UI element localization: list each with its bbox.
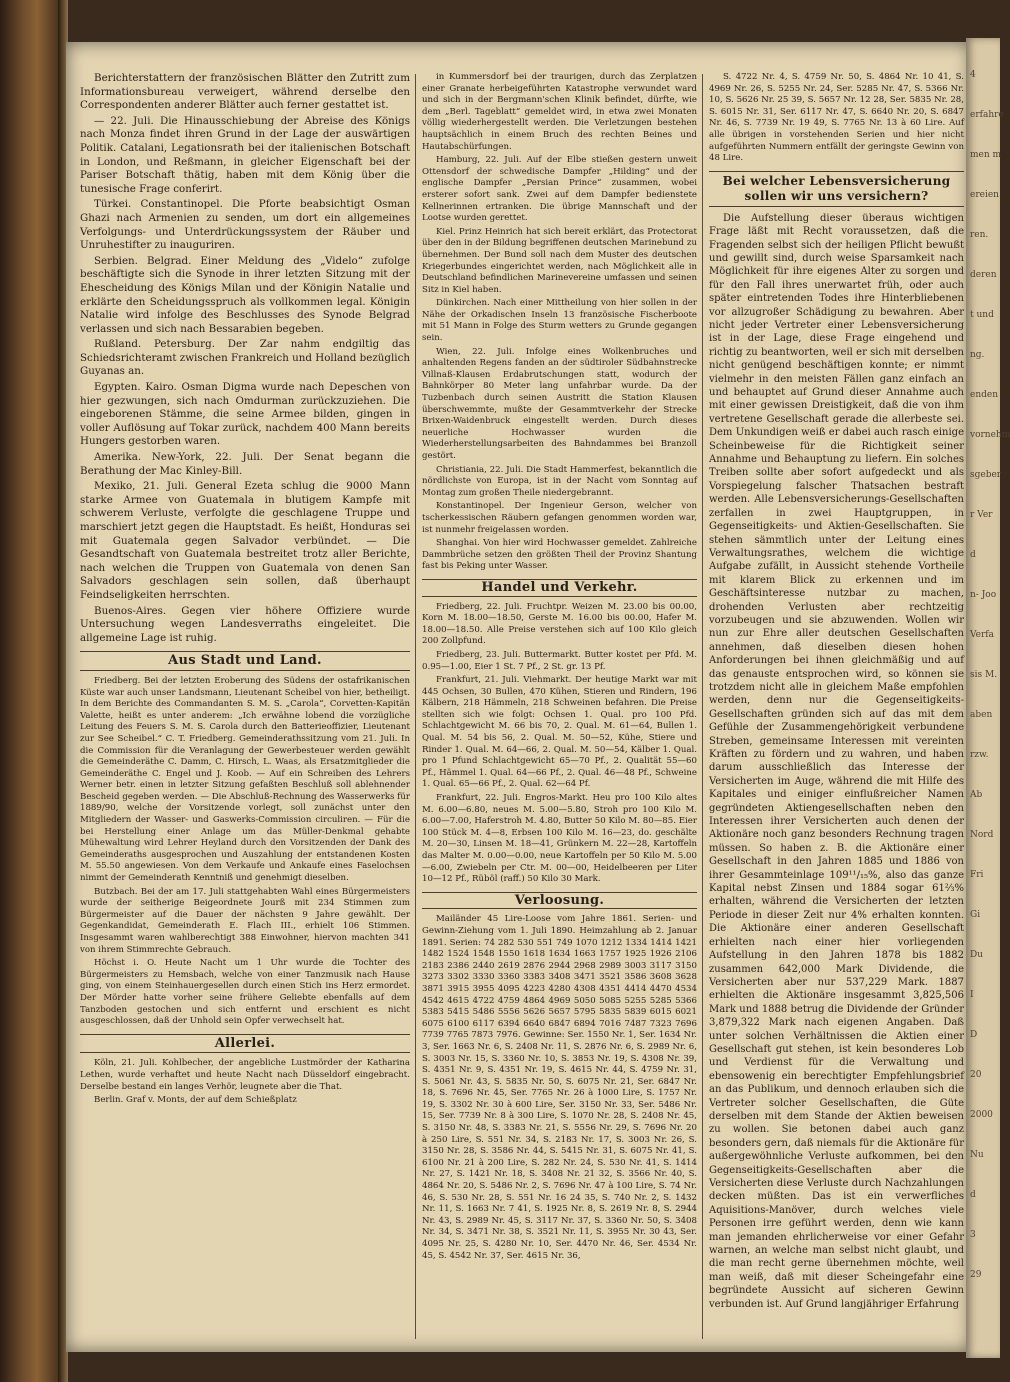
- adjacent-page-fragment: erfahre: [970, 110, 1004, 120]
- adjacent-page-fragment: ren.: [970, 230, 989, 240]
- article-paragraph: Friedberg, 23. Juli. Buttermarkt. Butter kostet per Pfd. M. 0.95—1.00, Eier 1 St. 7 Pf., 2 St. gr. 13 Pf.: [422, 649, 697, 672]
- column-rule-2: [702, 74, 703, 1339]
- adjacent-page-fragment: ereien: [970, 190, 999, 200]
- adjacent-page-fragment: Verfa: [970, 630, 994, 640]
- adjacent-page-fragment: 2000: [970, 1110, 993, 1120]
- adjacent-page-fragment: D: [970, 1030, 978, 1040]
- column-3: [709, 72, 964, 1342]
- adjacent-page-fragment: Nu: [970, 1150, 984, 1160]
- section-heading-handel: Handel und Verkehr.: [422, 579, 697, 597]
- article-paragraph: Amerika. New-York, 22. Juli. Der Senat begann die Berathung der Mac Kinley-Bill.: [80, 451, 410, 477]
- section-heading-versicherung: Bei welcher Lebensversicherung sollen wir uns versichern?: [709, 171, 964, 207]
- article-paragraph: Berlin. Graf v. Monts, der auf dem Schießplatz: [94, 1095, 297, 1106]
- section-heading-allerlei: Allerlei.: [80, 1034, 410, 1054]
- article-paragraph: Buenos-Aires. Gegen vier höhere Offiziere wurde Untersuchung wegen Landesverraths eingeleitet. Die allgemeine Lage ist ruhig.: [80, 604, 410, 644]
- article-paragraph: Dünkirchen. Nach einer Mittheilung von hier sollen in der Nähe der Orkadischen Inseln 13 französische Fischerboote mit 51 Mann in Folge des Sturm wetters zu Grunde gegangen sein.: [422, 298, 697, 344]
- article-paragraph: Köln, 21. Juli. Kohlbecher, der angebliche Lustmörder der Katharina Lethen, wurde verhaftet und heute Nacht nach Düsseldorf eingebracht. Derselbe bestand ein langes Verhör, leugnete aber die That.: [80, 1058, 410, 1092]
- column-1: [80, 72, 410, 1342]
- article-paragraph: Hamburg, 22. Juli. Auf der Elbe stießen gestern unweit Ottensdorf der schwedische Dampfer „Hilding“ und der englische Dampfer „Persian Prince“ zusammen, wobei ersterer sofort sank. Zwei auf dem Dampfer bedienstete Kellnerinnen ertranken. Die übrige Mannschaft und der Lootse wurden gerettet.: [422, 155, 697, 224]
- adjacent-page-fragment: d: [970, 1190, 976, 1200]
- adjacent-page-fragment: rzw.: [970, 750, 989, 760]
- adjacent-page-fragment: enden: [970, 390, 999, 400]
- adjacent-page-fragment: I: [970, 990, 974, 1000]
- article-paragraph: S. 4722 Nr. 4, S. 4759 Nr. 50, S. 4864 Nr. 10 41, S. 4969 Nr. 26, S. 5255 Nr. 24, Ser. 5285 Nr. 47, S. 5366 Nr. 10, S. 5626 Nr. 25 39, S. 5657 Nr. 12 28, Ser. 5835 Nr. 28, S. 6015 Nr. 31, Ser. 6117 Nr. 47, S. 6640 Nr. 20, S. 6847 Nr. 46, S. 7739 Nr. 19 49, S. 7765 Nr. 13 à 60 Lire. Auf alle übrigen in vorstehenden Serien und hier nicht aufgeführten Nummern entfällt der geringste Gewinn von 48 Lire.: [709, 72, 964, 164]
- adjacent-page-fragment: 3: [970, 1230, 976, 1240]
- article-paragraph: Berichterstattern der französischen Blätter den Zutritt zum Informationsbureau verweigert, während derselbe den Correspondenten anderer Blätter auch ferner gestattet ist.: [80, 72, 410, 112]
- allerlei-section: [80, 1058, 410, 1106]
- book-spine: [0, 0, 62, 1382]
- adjacent-page-fragment: Ab: [970, 790, 983, 800]
- article-paragraph: Türkei. Constantinopel. Die Pforte beabsichtigt Osman Ghazi nach Armenien zu senden, um dort ein allgemeines Verfolgungs- und Unterdrückungssystem der Räuber und Unruhestifter zu inauguriren.: [80, 198, 410, 252]
- politics-section: [80, 72, 410, 645]
- article-paragraph: Rußland. Petersburg. Der Zar nahm endgiltig das Schiedsrichteramt zwischen Frankreich und Holland bezüglich Guyanas an.: [80, 338, 410, 378]
- article-paragraph: Christiania, 22. Juli. Die Stadt Hammerfest, bekanntlich die nördlichste von Europa, ist in der Nacht vom Sonntag auf Montag zum großen Theile niedergebrannt.: [422, 464, 697, 498]
- article-paragraph: Serbien. Belgrad. Einer Meldung des „Videlo“ zufolge beschäftigte sich die Synode in ihrer letzten Sitzung mit der Ehescheidung des Königs Milan und der Königin Natalie und erklärte den Scheidungsspruch als vollkommen legal. Königin Natalie wird infolge des Beschlusses des Synode Belgrad verlassen und sich nach Bessarabien begeben.: [80, 254, 410, 335]
- adjacent-page-fragment: 20: [970, 1070, 982, 1080]
- article-paragraph: Kiel. Prinz Heinrich hat sich bereit erklärt, das Protectorat über den in der Bildung begriffenen deutschen Marinebund zu übernehmen. Der Bund soll nach dem Muster des deutschen Kriegerbundes eingerichtet werden, nach Möglichkeit alle in Deutschland befindlichen Marinevereine umfassen und seinen Sitz in Kiel haben.: [422, 226, 697, 295]
- article-paragraph: Konstantinopel. Der Ingenieur Gerson, welcher von tscherkessischen Räubern gefangen genommen worden war, ist nunmehr freigelassen worden.: [422, 501, 697, 535]
- news-section: [422, 72, 697, 573]
- article-paragraph: Shanghai. Von hier wird Hochwasser gemeldet. Zahlreiche Dammbrüche setzen den größten Theil der Provinz Shantung fast bis Peking unter Wasser.: [422, 538, 697, 572]
- adjacent-page-fragment: r Ver: [970, 510, 993, 520]
- article-paragraph: Frankfurt, 22. Juli. Engros-Markt. Heu pro 100 Kilo altes M. 6.00—6.80, neues M. 5.00—5.80, Stroh pro 100 Kilo M. 6.00—7.00, Haferstroh M. 4.80, Butter 50 Kilo M. 80—85. Eier 100 Stück M. 4—8, Erbsen 100 Kilo M. 16—23, do. geschälte M. 20—30, Linsen M. 18—41, Grünkern M. 22—28, Kartoffeln das Malter M. 0.00—0.00, neue Kartoffeln per 50 Kilo M. 5.00—6.00, Zwiebeln per Ctr. M. 00—00, Heidelbeeren per Liter 10—12 Pf., Rüböl (raff.) 50 Kilo 30 Mark.: [422, 793, 697, 885]
- article-paragraph: Die Aufstellung dieser überaus wichtigen Frage läßt mit Recht voraussetzen, daß die Fragenden selbst sich der heiligen Pflicht bewußt und gewillt sind, durch weise Sparsamkeit nach Möglichkeit für ihre eigenes Alter zu sorgen und für den Fall ihres unerwartet früh, oder auch später eintretenden Todes ihre Hinterbliebenen vor allzugroßer Schädigung zu bewahren. Aber nicht jeder Vertreter einer Lebensversicherung ist in der Lage, diese Frage eingehend und richtig zu beantworten, weil er sich mit derselben nicht genügend beschäftigen konnte; er nimmt vielmehr in den meisten Fällen ganz einfach an und behauptet auf Grund dieser Annahme auch mit einer gewissen Dreistigkeit, daß die von ihm vertretene Gesellschaft gerade die allerbeste sei. Dem Unkundigen weiß er dabei auch rasch einige Scheinbeweise für die Richtigkeit seiner Annahme und Behauptung zu liefern. Ein solches Treiben sollte aber sofort aufgedeckt und als Vorspiegelung falscher Thatsachen bestraft werden. Alle Lebensversicherungs-Gesellschaften zerfallen in zwei Hauptgruppen, in Gegenseitigkeits- und Aktien-Gesellschaften. Sie stehen sämmtlich unter der Leitung eines Verwaltungsrathes, welchem die wichtige Aufgabe zufällt, in Aussicht stehende Vortheile mit klarem Blick zu erkennen und im Geschäftsinteresse nutzbar zu machen, drohenden Verlusten aber rechtzeitig vorzubeugen und sie abzuwenden. Wollen wir nun zur Ehre aller deutschen Gesellschaften annehmen, daß dieselben diesen hohen Anforderungen bei ihnen gleichmäßig und auf das genauste entsprochen wird, so können sie trotzdem nicht alle in gleichem Maße empfohlen werden, denn nur die Gegenseitigkeits-Gesellschaften gründen sich auf das mit dem Gefühle der Zusammengehörigkeit verbundene Streben, gemeinsame Interessen mit vereinten Kräften zu fördern und zu wahren, und haben darum ausschließlich das Interesse der Versicherten im Auge, während die mit Hilfe des Kapitales und einiger einflußreicher Namen gegründeten Aktiengesellschaften neben den Interessen ihrer Versicherten auch denen der Aktionäre noch ganz besonders Rechnung tragen müssen. So haben z. B. die Aktionäre einer Gesellschaft in den Jahren 1885 und 1886 von ihrer Gesammteinlage 109¹¹/₁₅%, also das ganze Kapital nebst Zinsen und 1884 sogar 61⅔% erhalten, während die Versicherten der letzten Periode in dieser Zeit nur 4% erhalten konnten. Die Aktionäre einer anderen Gesellschaft erhielten nach einer hier vorliegenden Aufstellung in den Jahren 1878 bis 1882 zusammen 642,000 Mark Dividende, die Versicherten aber nur 537,229 Mark. 1887 erhielten die Aktionäre insgesammt 3,825,506 Mark und 1888 betrug die Dividende der Gründer 3,879,322 Mark nach eigenen Angaben. Daß unter solchen Verhältnissen die Aktien einer Gesellschaft gut stehen, ist kein besonderes Lob und Verdienst für die Verwaltung und ebensowenig ein berechtigter Empfehlungsbrief an das Publikum, und dennoch erlauben sich die Vertreter solcher Gesellschaften, die Güte derselben mit dem Stande der Aktien beweisen zu wollen. Sie betonen dabei auch ganz besonders gern, daß niemals für die Aktionäre für außergewöhnliche Verluste aufkommen, bei den Gegenseitigkeits-Gesellschaften aber die Versicherten diese Verluste durch Nachzahlungen decken müßten. Das ist ein verwerfliches Aquisitions-Manöver, durch welches viele Personen irre geführt werden, denn wie kann man jemanden ehrlicherweise vor einer Gefahr warnen, an welche man selbst nicht glaubt, und die man recht gerne übernehmen möchte, weil man weiß, daß mit dieser Scheingefahr eine begründete Aussicht auf sicheren Gewinn verbunden ist. Auf Grund langjähriger Erfahrung: [709, 212, 964, 1310]
- adjacent-page-fragment: 29: [970, 1270, 982, 1280]
- verloosung-continued: [709, 72, 964, 165]
- article-paragraph: Höchst i. O. Heute Nacht um 1 Uhr wurde die Tochter des Bürgermeisters zu Hemsbach, welche von einer Tanzmusik nach Hause ging, von einem Steinhauergesellen durch einen Stich ins Herz ermordet. Der Mörder hatte vorher seine frühere Geliebte ebenfalls auf dem Tanzboden gestochen und sich entfernt und erschient es nicht ausgeschlossen, daß der Unhold sein Opfer verwechselt hat.: [80, 958, 410, 1027]
- article-paragraph: Friedberg. Bei der letzten Eroberung des Südens der ostafrikanischen Küste war auch unser Landsmann, Lieutenant Scheibel von hier, betheiligt. In dem Berichte des Commandanten S. M. S. „Carola“, Corvetten-Kapitän Valette, heißt es unter anderem: „Ich erwähne lobend die vorzügliche Leitung des Feuers S. M. S. Carola durch den Batterieoffizier, Lieutenant zur See Scheibel.“ C. T. Friedberg. Gemeinderathssitzung vom 21. Juli. In die Commission für die Veranlagung der Gewerbesteuer werden gewählt die Gemeinderäthe C. Damm, C. Hirsch, L. Waas, als Ersatzmitglieder die Gemeinderäthe C. Engel und J. Koob. — Auf ein Schreiben des Lehrers Werner betr. einen in letzter Sitzung gefaßten Beschluß soll ablehnender Bescheid gegeben werden. — Die Abschluß-Rechnung des Wasserwerks für 1889/90, welche der Vorsitzende vorlegt, soll zunächst unter den Mitgliedern der Wasser- und Gaswerks-Commission circuliren. — Für die bei Herstellung einer Anlage um das Müller-Denkmal gehabte Mühewaltung wird Lehrer Heyland durch den Vorsitzenden der Dank des Gemeinderaths ausgesprochen und Auszahlung der entstandenen Kosten M. 55.50 angewiesen. Von dem Verkaufe und Ankaufe eines Faselochsen nimmt der Gemeinderath Kenntniß und genehmigt dieselben.: [80, 675, 410, 884]
- adjacent-page-fragment: ng.: [970, 350, 985, 360]
- adjacent-page-edge: [966, 38, 1010, 1358]
- article-paragraph: in Kummersdorf bei der traurigen, durch das Zerplatzen einer Granate herbeigeführten Katastrophe verwundet ward und sich in der Bergmann'schen Klinik befindet, dürfte, wie dem „Berl. Tageblatt“ gemeldet wird, in etwa zwei Monaten völlig wiederhergestellt werden. Die Verletzungen bestehen hauptsächlich in einem Bruch des rechten Beines und Hautabschürfungen.: [422, 72, 697, 152]
- adjacent-page-fragment: sgeber: [970, 470, 1002, 480]
- newspaper-page: [66, 42, 971, 1352]
- column-rule-1: [415, 74, 416, 1339]
- handel-section: [422, 602, 697, 886]
- adjacent-page-fragment: t und: [970, 310, 994, 320]
- article-paragraph: Wien, 22. Juli. Infolge eines Wolkenbruches und anhaltenden Regens fanden an der südtiroler Südbahnstrecke Villnaß-Klausen Erdabrutschungen statt, wodurch der Bahnkörper 80 Meter lang unfahrbar wurde. Da der Tuzbenbach durch seinen Austritt die Station Klausen überschwemmte, mußte der Gesammtverkehr der Strecke Brixen-Waidenbruck eingestellt werden. Durch dieses neuerliche Hochwasser wurden die Wiederherstellungsarbeiten des Bahndammes bei Branzoll gestört.: [422, 346, 697, 461]
- adjacent-page-fragment: d: [970, 550, 976, 560]
- adjacent-page-fragment: Gi: [970, 910, 981, 920]
- adjacent-page-fragment: n- Joo: [970, 590, 997, 600]
- column-2: [422, 72, 697, 1342]
- article-paragraph: Egypten. Kairo. Osman Digma wurde nach Depeschen von hier gezwungen, sich nach Omdurman zurückzuziehen. Die eingeborenen Stämme, die seine Armee bilden, gingen in voller Auflösung auf Tokar zurück, nachdem 400 Mann bereits Hungers gestorben waren.: [80, 381, 410, 448]
- article-paragraph: Mexiko, 21. Juli. General Ezeta schlug die 9000 Mann starke Armee von Guatemala in blutigem Kampfe mit schwerem Verluste, verfolgte die geschlagene Truppe und marschiert jetzt gegen die Hauptstadt. Es heißt, Honduras sei mit Guatemala gegen Salvador verbündet. — Die Gesandtschaft von Guatemala bestreitet trotz aller Berichte, nach welchen die Truppen von Guatemala von denen San Salvadors geschlagen sein sollen, daß überhaupt Feindseligkeiten herrschten.: [80, 480, 410, 601]
- section-heading-verloosung: Verloosung.: [422, 892, 697, 910]
- article-paragraph: Mailänder 45 Lire-Loose vom Jahre 1861. Serien- und Gewinn-Ziehung vom 1. Juli 1890. Heimzahlung ab 2. Januar 1891. Serien: 74 282 530 551 749 1070 1212 1334 1414 1421 1482 1524 1548 1550 1618 1634 1663 1757 1925 1926 2106 2183 2386 2440 2619 2876 2944 2968 2989 3003 3117 3150 3273 3302 3330 3360 3383 3408 3471 3521 3586 3608 3628 3871 3915 3955 4095 4223 4280 4308 4351 4414 4470 4534 4542 4615 4722 4759 4864 4969 5050 5085 5255 5285 5366 5383 5415 5486 5556 5626 5657 5795 5835 5839 6015 6021 6075 6100 6117 6394 6640 6847 6894 7016 7487 7323 7696 7739 7765 7873 7976. Gewinne: Ser. 1550 Nr. 1, Ser. 1634 Nr. 3, Ser. 1663 Nr. 6, S. 2408 Nr. 11, S. 2876 Nr. 6, S. 2989 Nr. 6, S. 3003 Nr. 15, S. 3360 Nr. 10, S. 3853 Nr. 19, S. 4308 Nr. 39, S. 4351 Nr. 9, S. 4351 Nr. 19, S. 4615 Nr. 44, S. 4759 Nr. 31, S. 5061 Nr. 43, S. 5835 Nr. 50, S. 6075 Nr. 21, Ser. 6847 Nr. 18, S. 7696 Nr. 45, Ser. 7765 Nr. 26 à 1000 Lire, S. 1757 Nr. 19, S. 3302 Nr. 30 à 600 Lire, Ser. 3150 Nr. 33, Ser. 5486 Nr. 15, Ser. 7739 Nr. 8 à 300 Lire, S. 1070 Nr. 28, S. 2408 Nr. 45, S. 3150 Nr. 48, S. 3383 Nr. 21, S. 5556 Nr. 29, S. 7696 Nr. 20 à 250 Lire, S. 551 Nr. 34, S. 2183 Nr. 17, S. 3003 Nr. 26, S. 3150 Nr. 28, S. 3586 Nr. 44, S. 5415 Nr. 31, S. 6075 Nr. 41, S. 6100 Nr. 21 à 200 Lire, S. 282 Nr. 24, S. 530 Nr. 41, S. 1414 Nr. 27, S. 1421 Nr. 18, S. 3408 Nr. 21 32, S. 3566 Nr. 40, S. 4864 Nr. 20, S. 5486 Nr. 2, S. 7696 Nr. 47 à 100 Lire, S. 74 Nr. 46, S. 530 Nr. 28, S. 551 Nr. 16 24 35, S. 740 Nr. 2, S. 1432 Nr. 11, S. 1663 Nr. 7 41, S. 1925 Nr. 8, S. 2619 Nr. 8, S. 2944 Nr. 43, S. 2989 Nr. 45, S. 3117 Nr. 37, S. 3360 Nr. 50, S. 3408 Nr. 34, S. 3471 Nr. 38, S. 3521 Nr. 11, S. 3955 Nr. 30 43, Ser. 4095 Nr. 25, S. 4280 Nr. 10, Ser. 4470 Nr. 46, Ser. 4534 Nr. 45, S. 4542 Nr. 37, Ser. 4615 Nr. 36,: [422, 914, 697, 1261]
- adjacent-page-fragment: vornehm: [970, 430, 1010, 440]
- adjacent-page-fragment: Du: [970, 950, 984, 960]
- article-paragraph: Friedberg, 22. Juli. Fruchtpr. Weizen M. 23.00 bis 00.00, Korn M. 18.00—18.50, Gerste M. 16.00 bis 00.00, Hafer M. 18.00—18.50. Alle Preise verstehen sich auf 100 Kilo gleich 200 Zollpfund.: [422, 601, 697, 647]
- versicherung-section: [709, 212, 964, 1311]
- verloosung-section: [422, 914, 697, 1262]
- adjacent-page-fragment: deren: [970, 270, 997, 280]
- adjacent-page-fragment: 4: [970, 70, 976, 80]
- adjacent-page-fragment: men m: [970, 150, 1002, 160]
- stadt-section: [80, 676, 410, 1028]
- article-paragraph: — 22. Juli. Die Hinausschiebung der Abreise des Königs nach Monza findet ihren Grund in der Lage der auswärtigen Politik. Catalani, Legationsrath bei der italienischen Botschaft in London, und Reßmann, in gleicher Eigenschaft bei der Pariser Botschaft thätig, haben mit dem König über die tunesische Frage conferirt.: [80, 114, 410, 195]
- adjacent-page-fragment: Nord: [970, 830, 994, 840]
- article-paragraph: Frankfurt, 21. Juli. Viehmarkt. Der heutige Markt war mit 445 Ochsen, 30 Bullen, 470 Kühen, Stieren und Rindern, 196 Kälbern, 218 Hämmeln, 218 Schweinen befahren. Die Preise stellten sich wie folgt: Ochsen 1. Qual. pro 100 Pfd. Schlachtgewicht M. 66 bis 70, 2. Qual. M. 61—64, Bullen 1. Qual. M. 54 bis 56, 2. Qual. M. 50—52, Kühe, Stiere und Rinder 1. Qual. M. 64—66, 2. Qual. M. 50—54, Kälber 1. Qual. pro 1 Pfund Schlachtgewicht 65—70 Pf., 2. Qualität 55—60 Pf., Hämmel 1. Qual. 64—66 Pf., 2. Qual. 46—48 Pf., Schweine 1. Qual. 65—66 Pf., 2. Qual. 62—64 Pf.: [422, 675, 697, 790]
- article-paragraph: Butzbach. Bei der am 17. Juli stattgehabten Wahl eines Bürgermeisters wurde der seitherige Beigeordnete Jourß mit 234 Stimmen zum Bürgermeister auf die Dauer der nächsten 9 Jahre gewählt. Der Gegenkandidat, Gemeinderath E. Flach III., erhielt 106 Stimmen. Insgesammt waren wahlberechtigt 388 Einwohner, hiervon machten 341 von ihrem Stimmrechte Gebrauch.: [80, 886, 410, 955]
- adjacent-page-fragment: aben: [970, 710, 993, 720]
- section-heading-stadt: Aus Stadt und Land.: [80, 651, 410, 671]
- adjacent-page-fragment: Fri: [970, 870, 984, 880]
- adjacent-page-fragment: sis M.: [970, 670, 998, 680]
